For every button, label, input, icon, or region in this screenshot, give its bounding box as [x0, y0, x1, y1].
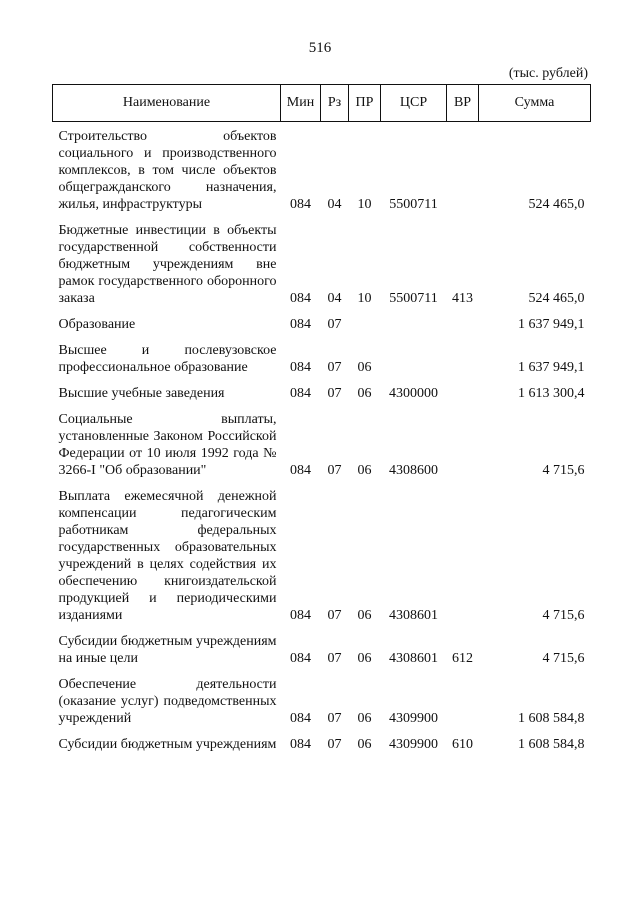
budget-table: [52, 84, 591, 756]
row-sum: 4 715,6: [542, 608, 585, 623]
row-vr: [447, 482, 479, 627]
row-min: 084: [290, 291, 311, 306]
row-pr: 06: [357, 651, 372, 666]
row-min: 084: [290, 711, 311, 726]
row-rz: 04: [327, 197, 342, 212]
row-vr: 612: [452, 651, 473, 666]
row-pr: 10: [357, 197, 372, 212]
row-rz: 07: [327, 386, 342, 401]
row-min: 084: [290, 737, 311, 752]
row-min: 084: [290, 317, 311, 332]
table-row: [53, 482, 591, 627]
table-row: [53, 730, 591, 756]
row-pr: [349, 310, 381, 336]
row-name: Обеспечение деятельности (оказание услуг) подведомственных учреждений: [58, 677, 277, 726]
row-sum: 4 715,6: [542, 463, 585, 478]
row-csr: 5500711: [389, 291, 438, 306]
row-name: Образование: [58, 317, 136, 332]
row-name: Социальные выплаты, установленные Законом Российской Федерации от 10 июля 1992 года № 3266-I "Об образовании": [58, 412, 277, 478]
row-csr: 4309900: [389, 737, 438, 752]
row-rz: 04: [327, 291, 342, 306]
header-min: Мин: [281, 85, 321, 122]
units-label: (тыс. рублей): [508, 66, 588, 81]
header-sum: Сумма: [479, 85, 591, 122]
row-vr: [447, 310, 479, 336]
table-row: [53, 405, 591, 482]
table-header-row: [53, 85, 591, 122]
row-vr: 413: [452, 291, 473, 306]
row-vr: [447, 405, 479, 482]
row-pr: 06: [357, 608, 372, 623]
table-row: [53, 216, 591, 310]
header-rz: Рз: [321, 85, 349, 122]
row-sum: 1 608 584,8: [518, 737, 585, 752]
row-rz: 07: [327, 463, 342, 478]
row-sum: 524 465,0: [528, 291, 585, 306]
row-vr: [447, 336, 479, 379]
header-vr: ВР: [447, 85, 479, 122]
table-row: [53, 310, 591, 336]
row-pr: 06: [357, 463, 372, 478]
row-min: 084: [290, 360, 311, 375]
row-vr: [447, 122, 479, 217]
row-sum: 1 613 300,4: [518, 386, 585, 401]
page-number: 516: [308, 40, 332, 56]
row-sum: 524 465,0: [528, 197, 585, 212]
row-csr: 4300000: [389, 386, 438, 401]
row-csr: 4308601: [389, 651, 438, 666]
row-rz: 07: [327, 711, 342, 726]
row-min: 084: [290, 608, 311, 623]
row-pr: 06: [357, 737, 372, 752]
row-name: Высшие учебные заведения: [58, 386, 225, 401]
row-min: 084: [290, 386, 311, 401]
row-csr: [381, 336, 447, 379]
row-name: Выплата ежемесячной денежной компенсации педагогическим работникам федеральных государственных образовательных учреждений в целях содействия их обеспечению книгоиздательской продукцией и периодическими изданиями: [58, 489, 277, 623]
row-rz: 07: [327, 651, 342, 666]
row-min: 084: [290, 197, 311, 212]
row-rz: 07: [327, 737, 342, 752]
row-sum: 1 637 949,1: [518, 317, 585, 332]
row-vr: [447, 670, 479, 730]
table-row: [53, 379, 591, 405]
row-sum: 4 715,6: [542, 651, 585, 666]
row-csr: [381, 310, 447, 336]
row-sum: 1 608 584,8: [518, 711, 585, 726]
row-name: Высшее и послевузовское профессиональное образование: [58, 343, 277, 375]
row-rz: 07: [327, 608, 342, 623]
row-pr: 06: [357, 360, 372, 375]
table-row: [53, 122, 591, 217]
row-rz: 07: [327, 317, 342, 332]
row-csr: 4309900: [389, 711, 438, 726]
header-name: Наименование: [53, 85, 281, 122]
row-csr: 4308601: [389, 608, 438, 623]
header-csr: ЦСР: [381, 85, 447, 122]
row-name: Субсидии бюджетным учреждениям на иные цели: [58, 634, 277, 666]
table-row: [53, 627, 591, 670]
header-pr: ПР: [349, 85, 381, 122]
row-name: Субсидии бюджетным учреждениям: [58, 737, 277, 752]
row-min: 084: [290, 651, 311, 666]
row-name: Бюджетные инвестиции в объекты государственной собственности бюджетным учреждениям вне рамок государственного оборонного заказа: [58, 223, 277, 306]
row-sum: 1 637 949,1: [518, 360, 585, 375]
row-pr: 06: [357, 386, 372, 401]
row-name: Строительство объектов социального и производственного комплексов, в том числе объектов общегражданского назначения, жилья, инфраструктуры: [58, 129, 277, 212]
row-csr: 5500711: [389, 197, 438, 212]
row-vr: [447, 379, 479, 405]
row-rz: 07: [327, 360, 342, 375]
row-csr: 4308600: [389, 463, 438, 478]
table-row: [53, 336, 591, 379]
row-min: 084: [290, 463, 311, 478]
row-pr: 10: [357, 291, 372, 306]
table-row: [53, 670, 591, 730]
row-pr: 06: [357, 711, 372, 726]
row-vr: 610: [452, 737, 473, 752]
